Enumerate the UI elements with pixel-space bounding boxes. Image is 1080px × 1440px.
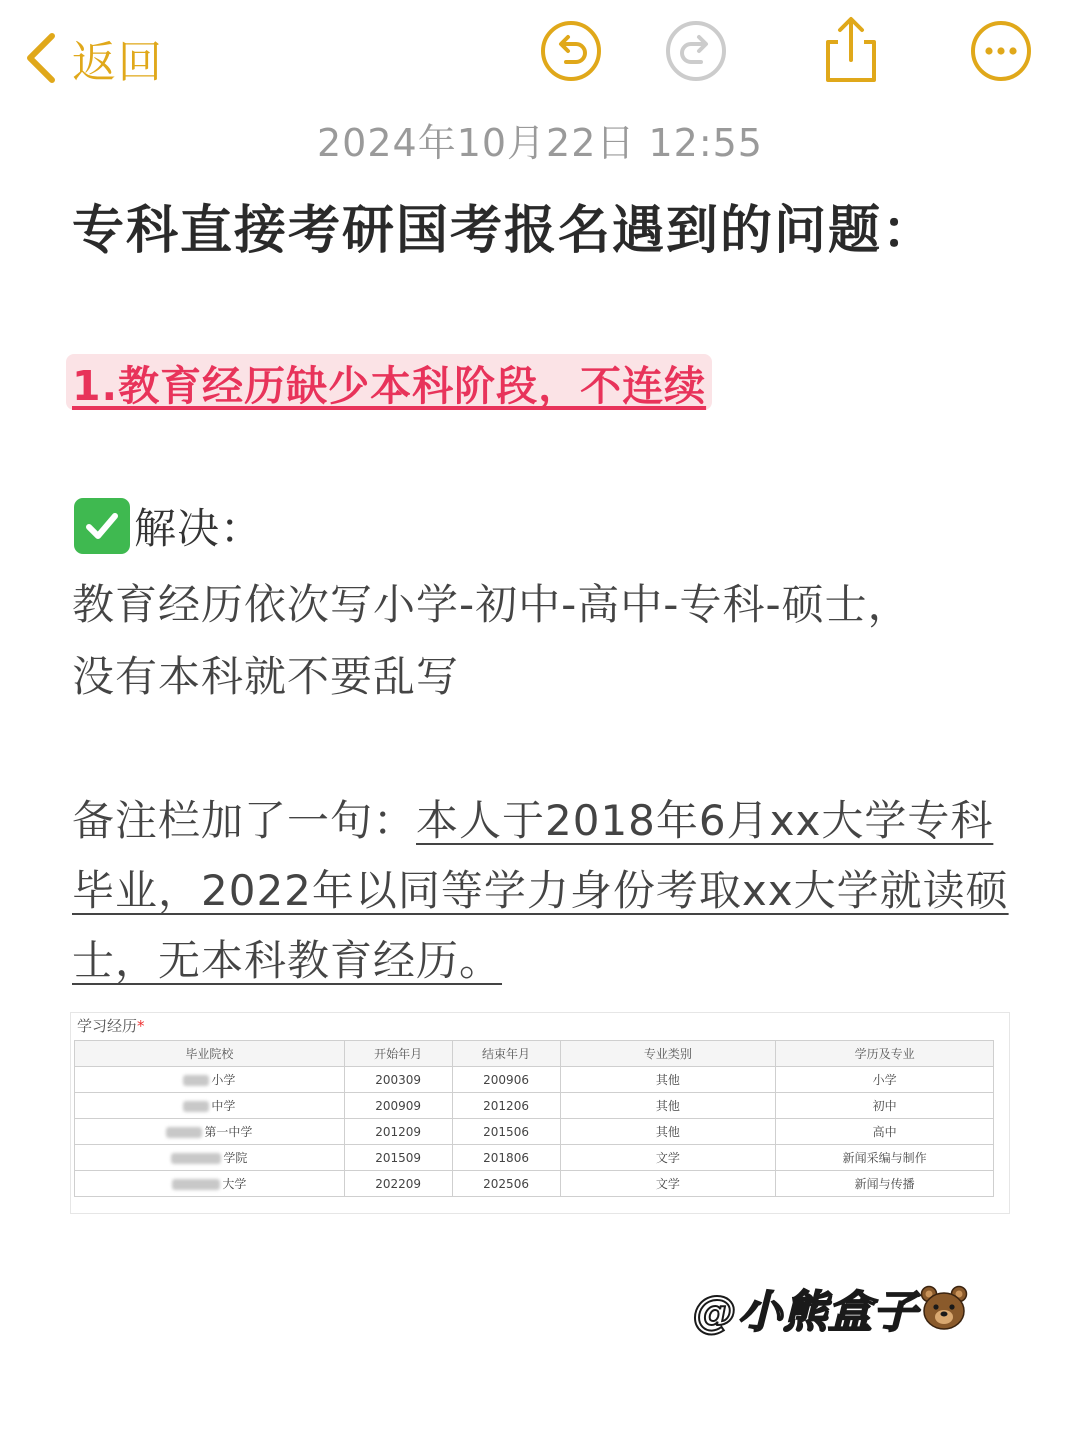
category-cell: 文学 <box>560 1171 776 1197</box>
school-cell: 小学 <box>75 1067 345 1093</box>
table-row <box>75 1093 994 1119</box>
remark-text: 本人于2018年6月xx大学专科毕业，2022年以同等学力身份考取xx大学就读硕士，无本科教育经历。 <box>72 796 1009 985</box>
school-cell: 学院 <box>75 1145 345 1171</box>
start-cell: 200909 <box>344 1093 452 1119</box>
header-category: 专业类别 <box>560 1041 776 1067</box>
header-school: 毕业院校 <box>75 1041 345 1067</box>
watermark-text: @小熊盒子 <box>693 1287 918 1338</box>
remark-prefix: 备注栏加了一句： <box>72 796 417 845</box>
school-cell: 第一中学 <box>75 1119 345 1145</box>
required-mark: * <box>137 1017 145 1035</box>
problem-highlight <box>66 354 712 410</box>
category-cell: 其他 <box>560 1119 776 1145</box>
back-label: 返回 <box>72 37 164 88</box>
major-cell: 初中 <box>776 1093 994 1119</box>
note-title: 专科直接考研国考报名遇到的问题： <box>72 201 937 261</box>
major-cell: 高中 <box>776 1119 994 1145</box>
major-cell: 小学 <box>776 1067 994 1093</box>
header-start: 开始年月 <box>344 1041 452 1067</box>
table-row <box>75 1119 994 1145</box>
table-row <box>75 1067 994 1093</box>
more-icon[interactable] <box>970 20 1032 82</box>
problem-text: 1.教育经历缺少本科阶段，不连续 <box>72 361 707 410</box>
header-end: 结束年月 <box>452 1041 560 1067</box>
solve-label: 解决： <box>134 504 264 553</box>
table-title: 学习经历* <box>77 1017 145 1035</box>
start-cell: 201509 <box>344 1145 452 1171</box>
chevron-left-icon <box>22 32 58 84</box>
education-table-screenshot <box>70 1012 1010 1214</box>
header-major: 学历及专业 <box>776 1041 994 1067</box>
table-row <box>75 1145 994 1171</box>
category-cell: 文学 <box>560 1145 776 1171</box>
solve-heading <box>74 496 263 556</box>
watermark <box>693 1276 968 1340</box>
toolbar <box>0 0 1080 105</box>
end-cell: 202506 <box>452 1171 560 1197</box>
education-table <box>74 1040 994 1197</box>
solution-line-2: 没有本科就不要乱写 <box>72 652 460 701</box>
end-cell: 201206 <box>452 1093 560 1119</box>
school-cell: 中学 <box>75 1093 345 1119</box>
school-cell: 大学 <box>75 1171 345 1197</box>
end-cell: 200906 <box>452 1067 560 1093</box>
table-row <box>75 1171 994 1197</box>
start-cell: 202209 <box>344 1171 452 1197</box>
note-date: 2024年10月22日 12:55 <box>316 121 763 165</box>
bear-face-icon <box>920 1285 968 1331</box>
start-cell: 201209 <box>344 1119 452 1145</box>
major-cell: 新闻与传播 <box>776 1171 994 1197</box>
category-cell: 其他 <box>560 1093 776 1119</box>
solution-line-1: 教育经历依次写小学-初中-高中-专科-硕士， <box>72 580 911 629</box>
table-header-row <box>75 1041 994 1067</box>
back-button[interactable] <box>22 26 164 90</box>
start-cell: 200309 <box>344 1067 452 1093</box>
redo-icon[interactable] <box>665 20 727 82</box>
check-mark-icon <box>74 498 130 554</box>
share-icon[interactable] <box>820 14 882 84</box>
undo-icon[interactable] <box>540 20 602 82</box>
major-cell: 新闻采编与制作 <box>776 1145 994 1171</box>
end-cell: 201506 <box>452 1119 560 1145</box>
remark-paragraph <box>72 786 1012 996</box>
end-cell: 201806 <box>452 1145 560 1171</box>
category-cell: 其他 <box>560 1067 776 1093</box>
